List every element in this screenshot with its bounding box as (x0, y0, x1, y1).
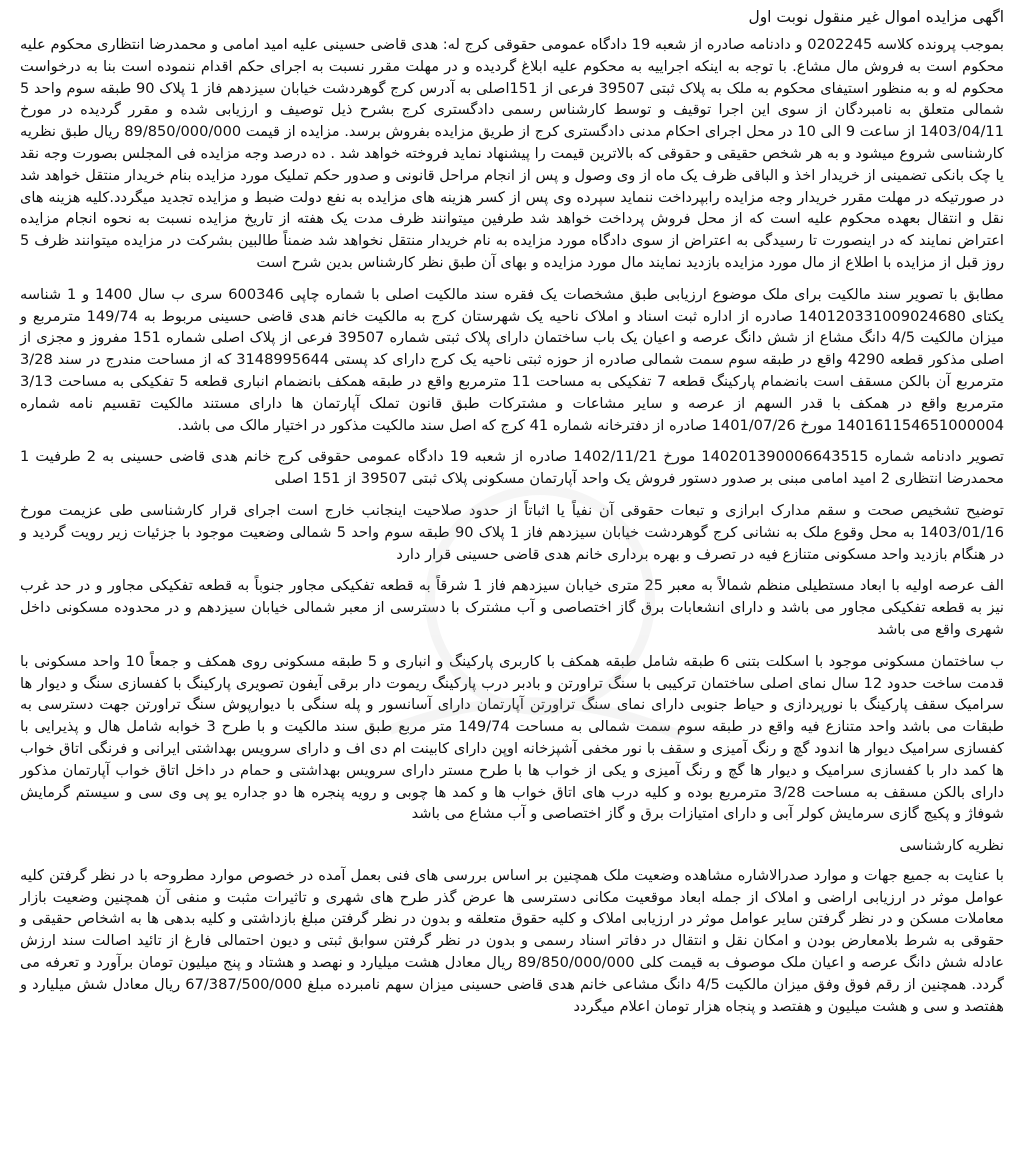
document-title: اگهی مزایده اموال غیر منقول نوبت اول (748, 8, 1004, 26)
paragraph-building-description: ب ساختمان مسکونی موجود با اسکلت بتنی 6 طبقه شامل طبقه همکف با کاربری پارکینگ و انباری و 5 طبقه مسکونی روی همکف و جمعاً 10 واحد مسکونی با قدمت ساخت حدود 12 سال نمای اصلی ساختمان ترکیبی با سنگ تراورتن و بادبر درب پارکینگ ریموت دار برقی آیفون تصویری پارکینگ با کفسازی سنگ و دیوار ها سرامیک سقف پارکینگ با نورپردازی و حیاط جنوبی دارای نمای سنگ تراورتن آپارتمان دارای آسانسور و پله سنگی با دیوارپوش سنگ تراورتن جهت دسترسی به طبقات می باشد واحد متنازع فیه واقع در طبقه سوم سمت شمالی به مساحت 149/74 متر مربع طبق سند مالکیت و با طرح 3 خوابه شامل هال و پذیرایی با کفسازی سرامیک دیوار ها اندود گچ و رنگ آمیزی و سقف با نور مخفی آشپزخانه اوپن دارای کابینت ام دی اف و دارای سرویس بهداشتی ایرانی و فرنگی اتاق خواب ها کمد دار با کفسازی سرامیک و دیوار ها گچ و رنگ آمیزی و یکی از خواب ها با طرح مستر دارای سرویس بهداشتی و حمام در داخل اتاق خواب آپارتمان مذکور دارای بالکن مسقف به مساحت 3/28 مترمربع بوده و کلیه درب های اتاق خواب ها و کمد ها چوبی و رویه پنجره ها دو جداره یو پی وی سی و سیستم گرمایش شوفاژ و پکیج گازی سرمایش کولر آبی و دارای امتیازات برق و گاز اختصاصی و آب مشاع می باشد (20, 652, 1004, 823)
paragraph-ownership-deed: مطابق با تصویر سند مالکیت برای ملک موضوع ارزیابی طبق مشخصات یک فقره سند مالکیت اصلی با شماره چاپی 600346 سری ب سال 1400 و 1 شناسه یکتای 140120331009024680 صادره از اداره ثبت اسناد و املاک ناحیه یک شهرستان کرج به مالکیت خانم هدی قاضی حسینی مربوط به 149/74 مترمربع و میزان مالکیت 4/5 دانگ مشاع از شش دانگ عرصه و اعیان یک باب ساختمان دارای پلاک ثبتی شماره 39507 فرعی از پلاک اصلی شماره 151 مفروز و مجزی از اصلی مذکور قطعه 4290 واقع در طبقه سوم سمت شمالی صادره از حوزه ثبتی ناحیه یک کرج دارای کد پستی 3148995644 که از مساحت مندرج در سند 3/28 مترمربع آن بالکن مسقف است بانضمام پارکینگ قطعه 7 تفکیکی به مساحت 11 مترمربع واقع در طبقه همکف بانضمام انباری قطعه 5 تفکیکی به مساحت 3/13 مترمربع واقع در همکف با قدر السهم از عرصه و سایر مشاعات و مشترکات طبق قانون تملک آپارتمان ها دارای مستند مالکیت تقسیم نامه شماره 140161154651000004 مورخ 1401/07/26 صادره از دفترخانه شماره 41 کرج که اصل سند مالکیت مذکور در اختیار مالک می باشد. (20, 285, 1005, 434)
paragraph-court-ruling: تصویر دادنامه شماره 140201390006643515 مورخ 1402/11/21 صادره از شعبه 19 دادگاه عمومی حقوقی کرج خانم هدی قاضی حسینی به 2 طرفیت 1 محمدرضا انتظاری 2 امید امامی مبنی بر صدور دستور فروش یک واحد آپارتمان مسکونی پلاک ثبتی 39507 از 151 اصلی (20, 448, 1004, 488)
paragraph-expert-opinion: با عنایت به جمیع جهات و موارد صدرالاشاره مشاهده وضعیت ملک همچنین بر اساس بررسی های فنی بعمل آمده در خصوص موارد مطروحه با در نظر گرفتن کلیه عوامل موثر در ارزیابی اراضی و املاک از جمله ابعاد موقعیت مکانی دسترسی ها عرض گذر طرح های شهری و تاثیرات مثبت و منفی آن همچنین وضعیت بازار معاملات مسکن و در نظر گرفتن سایر عوامل موثر در ارزیابی املاک و کلیه حقوق متعلقه و بدون در نظر گرفتن مبلغ بازداشتی و کلیه بدهی ها به اشخاص حقیقی و حقوقی به شرط بلامعارض بودن و امکان نقل و انتقال در دفاتر اسناد رسمی و بدون در نظر گرفتن سوابق ثبتی و دیون احتمالی فارغ از تائید اصالت سند ارزش عادله شش دانگ عرصه و اعیان ملک موصوف به قیمت کلی 89/850/000/000 ریال معادل هشت میلیارد و نهصد و هشتاد و پنج میلیون تومان برآورد و تعرفه می گردد. همچنین از رقم فوق وفق میزان مالکیت 4/5 دانگ مشاعی خانم هدی قاضی حسینی میزان سهم نامبرده مبلغ 67/387/500/000 ریال معادل شش میلیارد و هفتصد و سی و هشت میلیون و هفتصد و پنجاه هزار تومان اعلام میگردد (20, 866, 1004, 1015)
expert-opinion-heading: نظریه کارشناسی (899, 837, 1004, 855)
paragraph-case-details: بموجب پرونده کلاسه 0202245 و دادنامه صادره از شعبه 19 دادگاه عمومی حقوقی کرج له: هدی قاضی حسینی علیه امید امامی و محمدرضا انتظاری محکوم علیه محکوم است به فروش مال مشاع. با توجه به اینکه اجراییه به محکوم علیه ابلاغ گردیده و در مهلت مقرر نسبت به اجرای حکم اقدام ننموده است بنا به درخواست محکوم له و به منظور استیفای محکوم به ملک به پلاک ثبتی 39507 فرعی از 151اصلی به آدرس کرج گوهردشت خیابان سیزدهم فاز 1 پلاک 90 طبقه سوم واحد 5 شمالی متعلق به نامبردگان از سوی این اجرا توقیف و توسط کارشناس رسمی دادگستری کرج بشرح ذیل توصیف و ارزیابی شده و مقرر گردیده در مورخ 1403/04/11 از ساعت 9 الی 10 در محل اجرای احکام مدنی دادگستری کرج از طریق مزایده بفروش برسد. مزایده از قیمت 89/850/000/000 ریال طبق نظریه کارشناسی شروع میشود و به هر شخص حقیقی و حقوقی که بالاترین قیمت را پیشنهاد نماید فروخته خواهد شد . ده درصد وجه مزایده فی المجلس بصورت وجه نقد یا چک بانکی تضمینی از خریدار اخذ و الباقی ظرف یک ماه از وی وصول و پس از انجام مراحل قانونی و صدور حکم تملیک مورد مزایده بنام خریدار منتقل خواهد شد در صورتیکه در مهلت مقرر خریدار وجه مزایده رابپرداخت ننماید سپرده وی پس از کسر هزینه های مزایده به نفع دولت ضبط و مزایده تجدید میگردد.کلیه هزینه های نقل و انتقال بعهده محکوم علیه است که از محل فروش پرداخت خواهد شد طرفین میتوانند ظرف مدت یک هفته از تاریخ مزایده نسبت به نحوه انجام مزایده اعتراض نمایند که در اینصورت تا رسیدگی به اعتراض از سوی دادگاه مورد مزایده به نام خریدار منتقل نخواهد شد ضمناً طالبین بشرکت در مزایده میتوانند ظرف 5 روز قبل از مزایده با اطلاع از مال مورد مزایده بازدید نمایند مال مورد مزایده و بهای آن طبق نظر کارشناس بدین شرح است (20, 36, 1005, 271)
paragraph-site-visit: توضیح تشخیص صحت و سقم مدارک ابرازی و تبعات حقوقی آن نفیاً یا اثباتاً از حدود صلاحیت اینجانب خارج است اجرای قرار کارشناسی طی عزیمت مورخ 1403/01/16 به محل وقوع ملک به نشانی کرج گوهردشت خیابان سیزدهم فاز 1 پلاک 90 طبقه سوم واحد 5 شمالی وضعیت موجود با جزئیات زیر رویت گردید و در هنگام بازدید واحد مسکونی متنازع فیه در تصرف و بهره برداری خانم هدی قاضی حسینی قرار دارد (20, 501, 1004, 563)
paragraph-land-description: الف عرصه اولیه با ابعاد مستطیلی منظم شمالاً به معبر 25 متری خیابان سیزدهم فاز 1 شرقاً به قطعه تفکیکی مجاور جنوباً به قطعه تفکیکی مجاور و در حد غرب نیز به قطعه تفکیکی مجاور می باشد و دارای انشعابات برق گاز اختصاصی و آب مشترک با دسترسی از معبر شمالی خیابان سیزدهم و در محدوده مسکونی داخل شهری واقع می باشد (20, 577, 1004, 638)
